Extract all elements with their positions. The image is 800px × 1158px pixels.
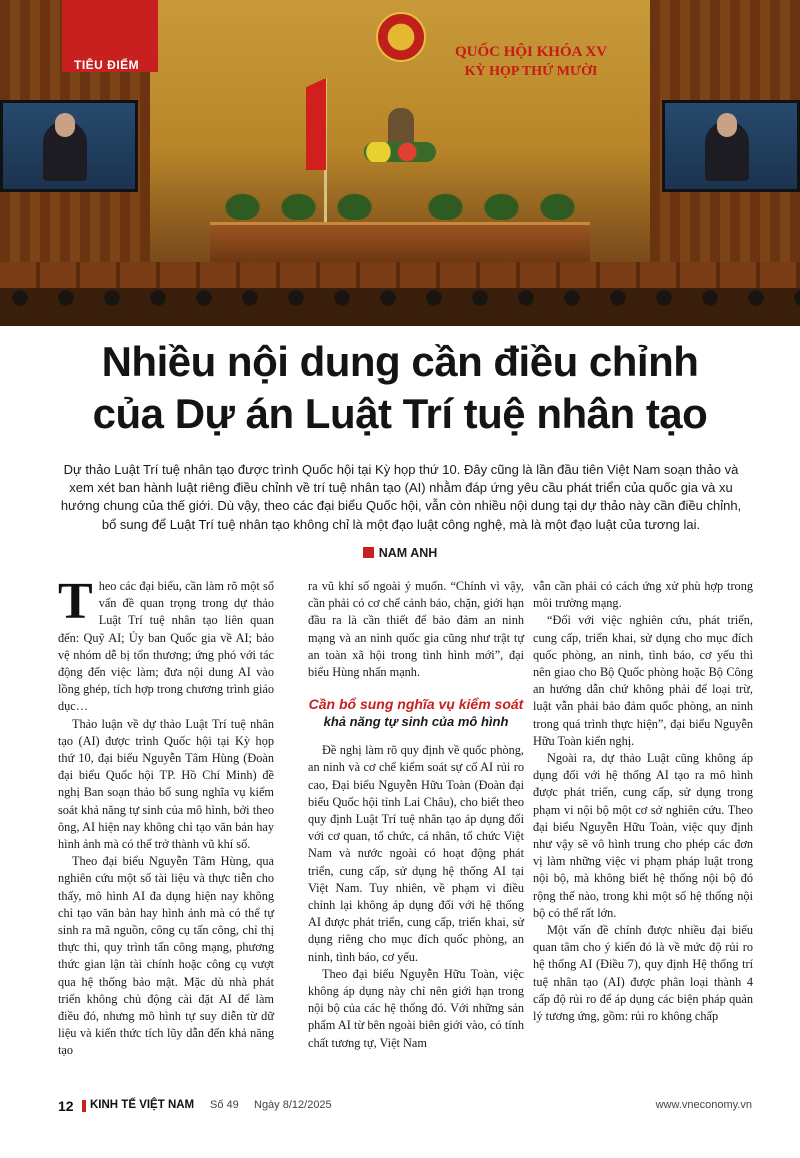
drop-cap: T — [58, 573, 93, 630]
paragraph: Theo đại biểu Nguyễn Hữu Toàn, việc không áp dụng này chỉ nên giới hạn trong nội bộ của các hệ thống đó. Với những sản phẩm AI từ bên ngoài biên giới vào, có tính chất tương tự, Việt Nam — [308, 966, 524, 1050]
paragraph: Ngoài ra, dự thảo Luật cũng không áp dụng đối với hệ thống AI tạo ra mô hình được phát triển, cung cấp, sử dụng trong phạm vi nội bộ một cơ sở nghiên cứu. Theo đại biểu Nguyễn Hữu Toàn, việc quy định như vậy sẽ vô hình trung cho phép các đơn vị làm những việc vi phạm pháp luật trong nội bộ, mà không biết hệ thống nội bộ đó rộng thế nào, trong khi một số hệ thống nội bộ có thể rất lớn. — [533, 751, 753, 920]
paragraph: Một vấn đề chính được nhiều đại biểu quan tâm cho ý kiến đó là về mức độ rủi ro hệ thống AI (Điều 7), quy định Hệ thống trí tuệ nhân tạo (AI) được phân loại thành 4 cấp độ rủi ro để áp dụng các biện pháp quản lý tương ứng, gồm: rủi ro không chấp — [533, 923, 753, 1024]
issue-date: Ngày 8/12/2025 — [254, 1099, 332, 1111]
podium — [210, 222, 590, 265]
national-emblem-icon — [376, 12, 426, 62]
screen-right — [662, 100, 800, 192]
header-photo — [0, 0, 800, 326]
article-lead: Dự thảo Luật Trí tuệ nhân tạo được trình Quốc hội tại Kỳ họp thứ 10. Đây cũng là lần đầu tiên Việt Nam soạn thảo và xem xét ban hành luật riêng điều chỉnh về trí tuệ nhân tạo (AI) nhằm đáp ứng yêu cầu phát triển của quốc gia và xu hướng chung của thế giới. Dù vậy, theo các đại biểu Quốc hội, vẫn còn nhiều nội dung tại dự thảo này cần điều chỉnh, bổ sung để Luật Trí tuệ nhân tạo không chỉ là một đạo luật công nghệ, mà là một đạo luật của tương lai. — [60, 462, 742, 532]
byline — [0, 546, 800, 560]
title-line1: Nhiều nội dung cần điều chỉnh — [101, 338, 699, 385]
section-label: TIÊU ĐIỂM — [74, 58, 140, 72]
author-name: NAM ANH — [378, 546, 438, 560]
footer-accent-bar — [82, 1100, 86, 1112]
page-number: 12 — [58, 1098, 74, 1114]
paragraph: vẫn cần phải có cách ứng xử phù hợp trong môi trường mạng. — [533, 579, 753, 611]
paragraph: “Đối với việc nghiên cứu, phát triển, cung cấp, triển khai, sử dụng cho mục đích quốc phòng, an ninh, tình báo, cơ yếu thì nên giao cho Bộ Quốc phòng hoặc Bộ Công an hướng dẫn chứ không phải để loại trừ, luật vẫn phải bảo đảm quốc phòng, an ninh trong quá trình thực hiện”, đại biểu Nguyễn Hữu Toàn kiến nghị. — [533, 613, 753, 748]
delegates-row — [0, 288, 800, 326]
website-link[interactable]: www.vneconomy.vn — [655, 1099, 752, 1111]
plants-row — [225, 188, 575, 220]
page-footer — [58, 1098, 752, 1118]
publication-name: KINH TẾ VIỆT NAM — [90, 1099, 195, 1111]
author-mark-icon — [363, 547, 374, 558]
subheading — [308, 695, 524, 730]
article-title — [0, 336, 800, 440]
column-2 — [308, 578, 524, 1052]
paragraph: Đề nghị làm rõ quy định về quốc phòng, an ninh và cơ chế kiểm soát sự cố AI rủi ro cao, Đại biểu Nguyễn Hữu Toàn (Đoàn đại biểu Quốc hội tỉnh Lai Châu), cho biết theo quy định Luật Trí tuệ nhân tạo áp dụng đối với cơ quan, tổ chức, cá nhân, tổ chức Việt Nam và nước ngoài có hoạt động phát triển, cung cấp, sử dụng hệ thống AI tại Việt Nam. Tuy nhiên, về phạm vi điều chỉnh lại không áp dụng đối với hệ thống AI được phát triển, cung cấp, triển khai, sử dụng riêng cho mục đích quốc phòng, an ninh, tình báo, cơ yếu. — [308, 743, 524, 964]
issue-number: Số 49 — [210, 1099, 239, 1111]
flag-icon — [306, 78, 326, 170]
photo-caption-line1: QUỐC HỘI KHÓA XV — [454, 44, 608, 60]
paragraph: Thảo luận về dự thảo Luật Trí tuệ nhân tạo (AI) được trình Quốc hội tại Kỳ họp thứ 10, đại biểu Nguyễn Tâm Hùng (Đoàn đại biểu Quốc hội TP. Hồ Chí Minh) đề nghị Ban soạn thảo bổ sung nghĩa vụ kiểm soát khả năng tự sinh của mô hình, bởi theo ông, AI hiện nay không chỉ tạo văn bản hay hình ảnh mà có thể trở thành vũ khí số. — [58, 716, 274, 852]
subheading-line2: khả năng tự sinh của mô hình — [323, 714, 509, 730]
photo-caption-line2: KỲ HỌP THỨ MƯỜI — [464, 64, 598, 79]
paragraph: ra vũ khí số ngoài ý muốn. “Chính vì vậy, cần phải có cơ chế cảnh báo, chặn, giới hạn đầu ra là cần thiết để bảo đảm an ninh mạng và an ninh quốc gia cũng như trật tự an toàn xã hội trong tình hình mới”, đại biểu Hùng nhấn mạnh. — [308, 579, 524, 680]
title-line2: của Dự án Luật Trí tuệ nhân tạo — [92, 390, 708, 437]
paragraph: Theo đại biểu Nguyễn Tâm Hùng, qua nghiên cứu một số tài liệu và thực tiễn cho thấy, mô hình AI đa dụng hiện nay không chỉ tạo văn bản hay hình ảnh mà có thể tự sinh ra mã nguồn, công cụ tấn công, chỉ thị thực thi, quy trình tấn công mạng, phương thức gian lận tài chính hoặc công cụ vượt qua hệ thống bảo mật. Mặc dù nhà phát triển không chủ động cài đặt AI để làm điều đó, nhưng mô hình tự suy diễn từ dữ liệu và kiến thức tích lũy dẫn đến khả năng tạo — [58, 854, 274, 1058]
flower-arrangement — [364, 142, 436, 162]
paragraph: Theo các đại biểu, cần làm rõ một số vấn đề quan trọng trong dự thảo Luật Trí tuệ nhân tạo liên quan đến: Quỹ AI; Ủy ban Quốc gia về AI; bảo vệ nhóm dễ bị tổn thương; ứng phó với tác động đến việc làm; đưa nội dung AI vào lồng ghép, tích hợp trong chương trình giáo dục… — [58, 573, 274, 714]
section-label-box — [62, 0, 158, 72]
column-1 — [58, 573, 274, 1060]
subheading-line1: Cần bổ sung nghĩa vụ kiểm soát — [308, 696, 524, 713]
screen-left — [0, 100, 138, 192]
column-3 — [533, 578, 753, 1025]
